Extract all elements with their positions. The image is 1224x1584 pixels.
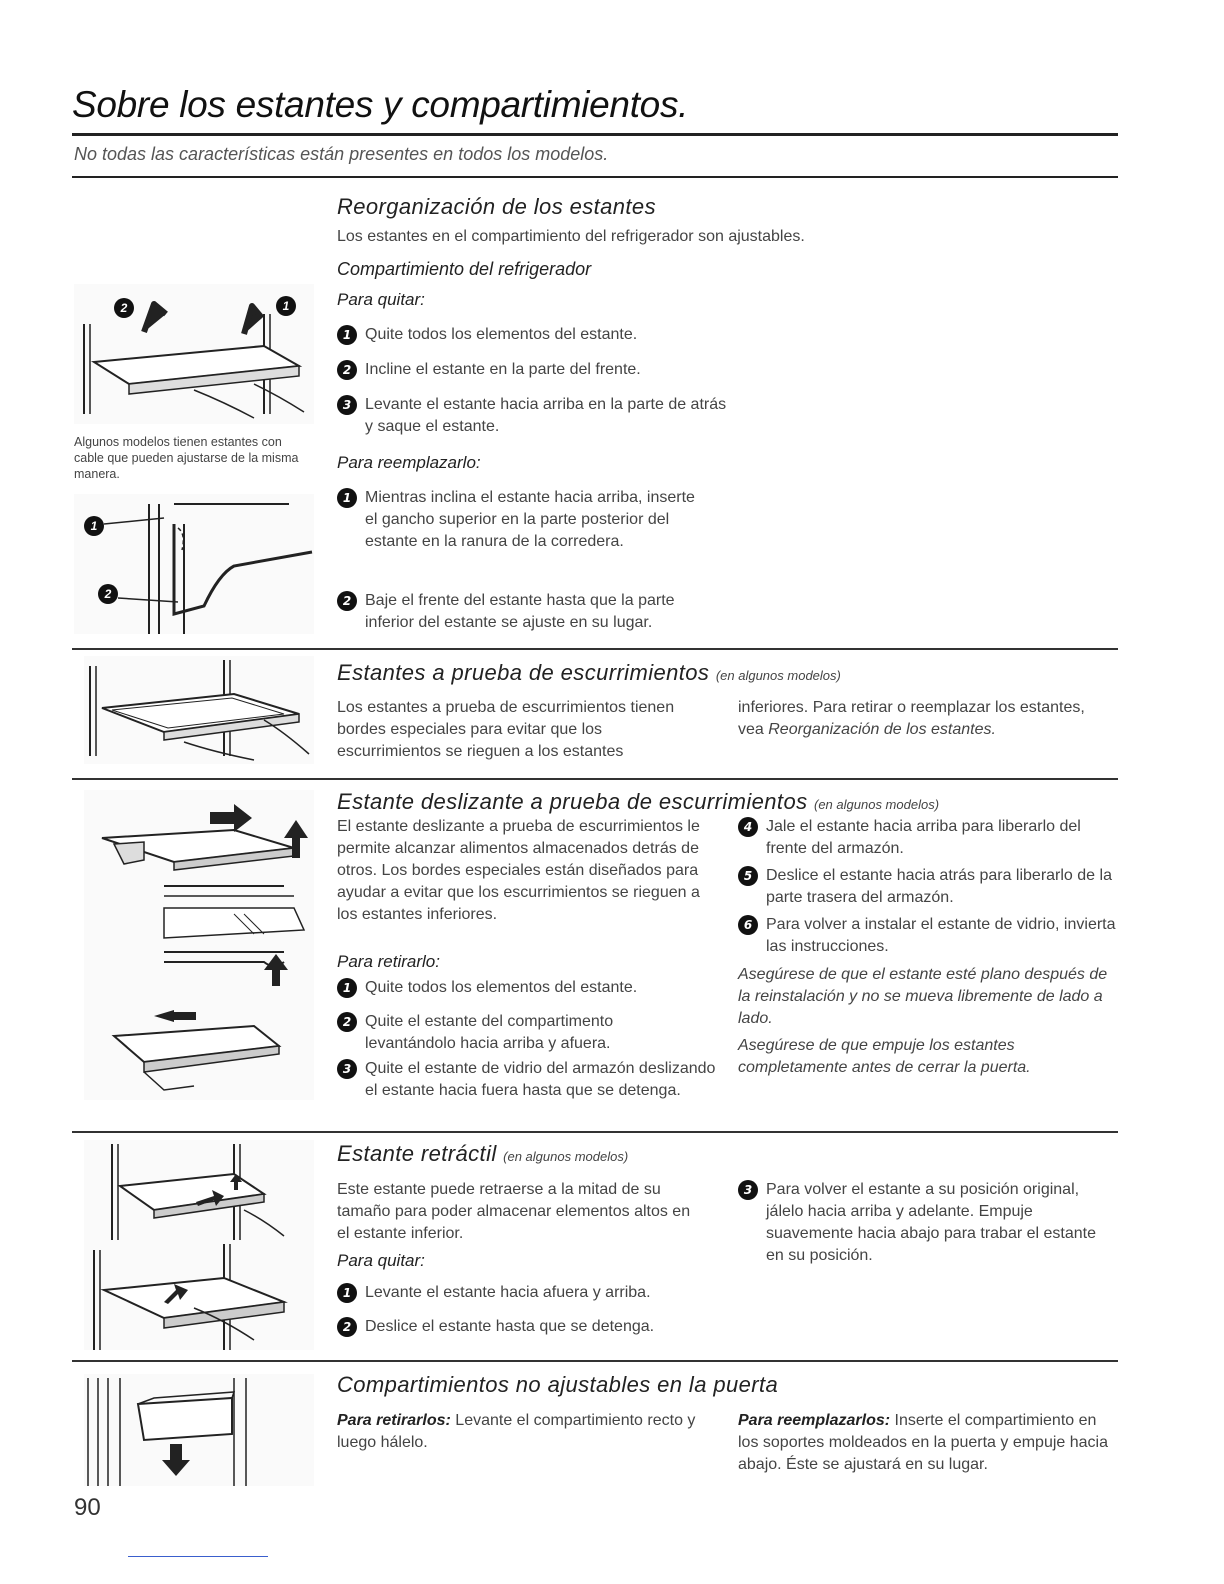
subtitle-rule xyxy=(72,176,1118,178)
heading-note: (en algunos modelos) xyxy=(814,797,940,812)
section-divider xyxy=(72,1131,1118,1133)
section-body-right xyxy=(738,697,1108,741)
step-text: Deslice el estante hacia atrás para liberarlo de la parte trasera del armazón. xyxy=(766,867,1112,906)
step-number-icon: 2 xyxy=(337,591,357,611)
remove-text: Levante el compartimiento recto y luego hálelo. xyxy=(337,1412,696,1451)
section-divider xyxy=(72,1360,1118,1362)
shelf-caption: Algunos modelos tienen estantes con cable que pueden ajustarse de la misma manera. xyxy=(74,435,299,481)
callout-label: 2 xyxy=(120,301,128,315)
step-text: Levante el estante hacia afuera y arriba. xyxy=(365,1284,651,1301)
step-number-icon: 6 xyxy=(738,915,758,935)
step xyxy=(337,1011,697,1055)
heading-note: (en algunos modelos) xyxy=(715,668,841,683)
sub-heading: Compartimiento del refrigerador xyxy=(337,259,592,279)
step-text: Quite el estante de vidrio del armazón deslizando el estante hacia fuera hasta que se detenga. xyxy=(365,1060,716,1099)
step xyxy=(738,914,1118,958)
step-number-icon: 2 xyxy=(337,1317,357,1337)
step-text: Jale el estante hacia arriba para liberarlo del frente del armazón. xyxy=(766,818,1081,857)
section-body-left: Los estantes a prueba de escurrimientos tienen bordes especiales para evitar que los escurrimientos se rieguen a los estantes xyxy=(337,699,675,760)
callout-label: 1 xyxy=(282,299,290,313)
replace-label: Para reemplazarlo: xyxy=(337,453,481,472)
step-number-icon: 1 xyxy=(337,1283,357,1303)
door-bin-illustration xyxy=(84,1374,314,1486)
step-number-icon: 3 xyxy=(337,395,357,415)
section-intro: El estante deslizante a prueba de escurrimientos le permite alcanzar alimentos almacenados detrás de otros. Los bordes especiales están diseñados para ayudar a evitar que los escurrimientos se rieguen a los estantes inferiores. xyxy=(337,818,700,923)
heading-text: Estante retráctil xyxy=(337,1141,497,1166)
shelf-hook-illustration xyxy=(74,494,314,634)
step-text: Deslice el estante hasta que se detenga. xyxy=(365,1318,655,1335)
body-text: inferiores. Para retirar o reemplazar los estantes, vea xyxy=(738,699,1085,738)
page-title: Sobre los estantes y compartimientos. xyxy=(72,84,689,125)
step xyxy=(337,324,727,346)
replace-label: Para reemplazarlos: xyxy=(738,1412,891,1429)
step-number-icon: 2 xyxy=(337,1012,357,1032)
step-number-icon: 3 xyxy=(738,1180,758,1200)
section-divider xyxy=(72,778,1118,780)
remove-label: Para retirarlo: xyxy=(337,952,440,971)
step-text: Quite todos los elementos del estante. xyxy=(365,979,638,996)
page-number: 90 xyxy=(74,1494,101,1521)
body-reference: Reorganización de los estantes. xyxy=(768,721,996,738)
remove-label: Para quitar: xyxy=(337,290,425,309)
step xyxy=(337,590,727,634)
step-number-icon: 2 xyxy=(337,360,357,380)
step-number-icon: 1 xyxy=(337,488,357,508)
step-text: Quite todos los elementos del estante. xyxy=(365,326,638,343)
replace-instructions xyxy=(738,1410,1113,1476)
step xyxy=(738,865,1118,909)
note-text: Asegúrese de que empuje los estantes completamente antes de cerrar la puerta. xyxy=(738,1037,1031,1076)
section-heading: Compartimientos no ajustables en la puerta xyxy=(337,1372,779,1397)
step-text: Mientras inclina el estante hacia arriba, inserte el gancho superior en la parte posterior del estante en la ranura de la corredera. xyxy=(365,489,695,550)
step-text: Baje el frente del estante hasta que la parte inferior del estante se ajuste en su lugar. xyxy=(365,592,675,631)
section-intro: Este estante puede retraerse a la mitad de su tamaño para poder almacenar elementos altos en el estante inferior. xyxy=(337,1181,691,1242)
step-number-icon: 5 xyxy=(738,866,758,886)
replace-text: Inserte el compartimiento en los soportes moldeados en la puerta y empuje hacia abajo. Éste se ajustará en su lugar. xyxy=(738,1412,1108,1473)
step xyxy=(337,1282,717,1304)
step xyxy=(738,816,1118,860)
step xyxy=(337,394,727,438)
section-heading xyxy=(337,1141,628,1167)
step-number-icon: 1 xyxy=(337,978,357,998)
heading-note: (en algunos modelos) xyxy=(503,1149,629,1164)
section-heading: Reorganización de los estantes xyxy=(337,194,656,219)
step-number-icon: 1 xyxy=(337,325,357,345)
section-intro: Los estantes en el compartimiento del refrigerador son ajustables. xyxy=(337,228,805,245)
step-text: Para volver a instalar el estante de vidrio, invierta las instrucciones. xyxy=(766,916,1116,955)
step-text: Levante el estante hacia arriba en la parte de atrás y saque el estante. xyxy=(365,396,727,435)
step-text: Incline el estante en la parte del frente. xyxy=(365,361,641,378)
sliding-shelf-illustration xyxy=(84,790,314,1100)
remove-label: Para retirarlos: xyxy=(337,1412,451,1429)
step xyxy=(337,359,727,381)
section-heading xyxy=(337,789,939,815)
step xyxy=(337,1316,717,1338)
title-rule xyxy=(72,133,1118,136)
section-heading xyxy=(337,660,841,686)
heading-text: Estantes a prueba de escurrimientos xyxy=(337,660,710,685)
note-text: Asegúrese de que el estante esté plano después de la reinstalación y no se mueva libremente de lado a lado. xyxy=(738,966,1108,1027)
spillproof-shelf-illustration xyxy=(84,656,314,764)
remove-instructions xyxy=(337,1410,697,1454)
step xyxy=(337,977,717,999)
shelf-removal-illustration xyxy=(74,284,314,424)
heading-text: Estante deslizante a prueba de escurrimientos xyxy=(337,789,808,814)
step xyxy=(738,1179,1118,1267)
footer-line xyxy=(128,1556,268,1557)
step-number-icon: 4 xyxy=(738,817,758,837)
step-number-icon: 3 xyxy=(337,1059,357,1079)
callout-label: 2 xyxy=(104,587,112,601)
section-divider xyxy=(72,648,1118,650)
step-text: Quite el estante del compartimento levantándolo hacia arriba y afuera. xyxy=(365,1013,614,1052)
page-subtitle: No todas las características están presentes en todos los modelos. xyxy=(74,144,609,164)
callout-label: 1 xyxy=(90,519,98,533)
remove-label: Para quitar: xyxy=(337,1251,425,1270)
retractable-shelf-illustration xyxy=(84,1140,314,1350)
step xyxy=(337,487,697,553)
step-text: Para volver el estante a su posición original, jálelo hacia arriba y adelante. Empuje suavemente hacia abajo para trabar el estante en su posición. xyxy=(766,1181,1096,1264)
step xyxy=(337,1058,717,1102)
